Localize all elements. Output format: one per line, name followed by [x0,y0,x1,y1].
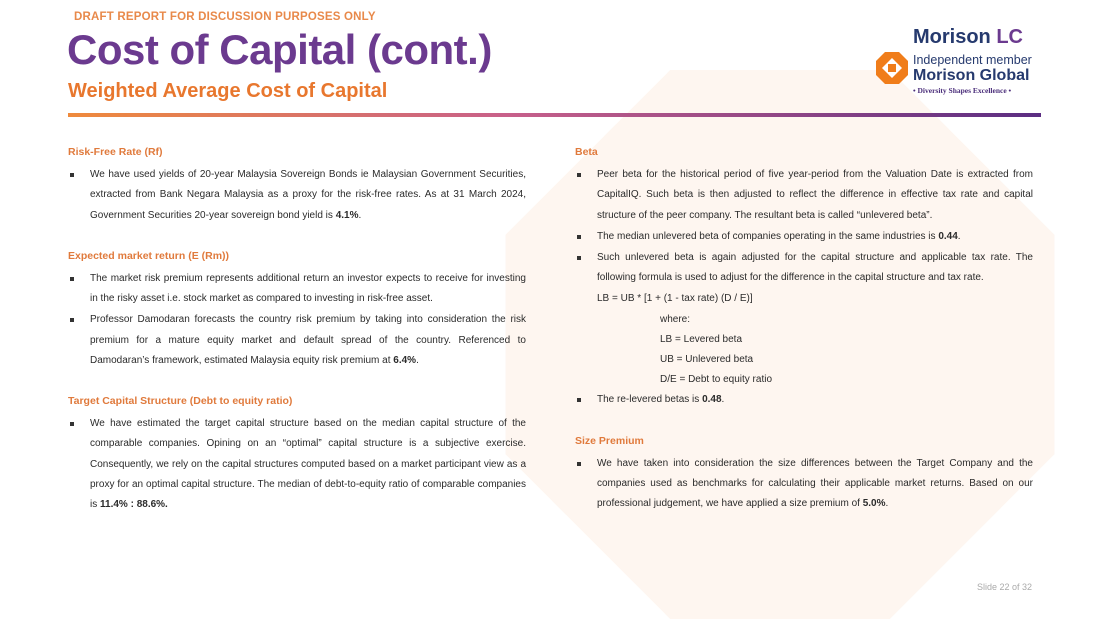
bullet [575,454,1033,515]
bullet [575,248,1033,288]
bullet-text: Peer beta for the historical period of five year-period from the Valuation Date is extracted from CapitalIQ. Such beta is then adjusted to reflect the difference in effective tax rate and capital structure of the peer company. The resultant beta is called “unlevered beta”. [597,169,1033,221]
logo-tagline: • Diversity Shapes Excellence • [913,86,1012,95]
bullet-bold: 0.48 [702,394,722,406]
section-heading: Expected market return (E (Rm)) [68,249,230,262]
left-column [68,142,526,535]
bullet-bold: 6.4% [393,354,417,366]
section-beta [575,142,1033,411]
section [68,391,526,515]
section-heading: Risk-Free Rate (Rf) [68,146,163,158]
bullet-text: . [957,230,961,242]
bullet-text: . [885,498,889,510]
section-size-premium [575,431,1033,515]
morison-emblem-icon [876,52,908,84]
bullet-text: The median unlevered beta of companies operating in the same industries is [597,230,939,242]
formula-where: where: [660,313,691,325]
slide-number: Slide 22 of 32 [976,582,1032,592]
bullet-bold: 4.1% [335,209,359,221]
section [68,246,526,371]
bullet [575,390,1033,410]
bullet-text: We have taken into consideration the size differences between the Target Company and the companies used as benchmarks for calculating their applicable market returns. Based on our professional judgement, we have applied a size premium of [597,457,1033,510]
right-column [575,142,1033,534]
page-subtitle: Weighted Average Cost of Capital [68,80,388,102]
bullet-text: The market risk premium represents additional return an investor expects to receive for investing in the risky asset i.e. stock market as compared to investing in risk-free asset. [90,273,526,305]
section-heading: Size Premium [575,434,644,447]
bullet-text: Such unlevered beta is again adjusted for the capital structure and applicable tax rate. The following formula is used to adjust for the difference in the capital structure and tax rate. [597,252,1033,284]
bullet-bold: 11.4% : 88.6%. [100,499,168,511]
section-heading: Target Capital Structure (Debt to equity ratio) [68,395,293,408]
logo-member: Independent member [913,53,1032,67]
bullet-bold: 0.44 [938,230,958,242]
morison-logo [876,26,1046,98]
bullet-text: Professor Damodaran forecasts the country risk premium by taking into consideration the risk premium for a mature equity market and default spread of the country. Referenced to Damodaran’s framework, estimated Malaysia equity risk premium at [90,314,526,366]
logo-name-accent: LC [996,26,1024,48]
bullet [68,165,526,226]
logo-global: Morison Global [913,67,1030,84]
bullet-text: We have used yields of 20-year Malaysia Sovereign Bonds ie Malaysian Government Securities, extracted from Bank Negara Malaysia as a proxy for the risk-free rates. As at 31 March 2024, Government Securities 20-year sovereign bond yield is [90,169,526,221]
bullet [68,269,526,309]
bullet-bold: 5.0% [862,498,886,510]
bullet [68,310,526,371]
bullet [575,165,1033,226]
section [68,142,526,226]
formula-def: LB = Levered beta [660,333,743,345]
bullet-text: . [416,354,419,366]
formula-def: UB = Unlevered beta [660,354,754,366]
formula-def: D/E = Debt to equity ratio [660,374,773,386]
bullet-text: . [721,394,725,406]
bullet-text: . [358,209,362,221]
gradient-divider [68,113,1041,117]
logo-name: Morison [913,26,997,48]
bullet-text: We have estimated the target capital structure based on the median capital structure of the comparable companies. Opining on an “optimal” capital structure is a subjective exercise. Consequently, we rely on the capital structures computed based on a market participant view as a proxy for an optimal capital structure. The median of debt-to-equity ratio of comparable companies is [90,418,526,511]
page-title: Cost of Capital (cont.) [67,26,492,73]
bullet [68,414,526,515]
section-heading: Beta [575,146,598,158]
bullet [575,227,1033,247]
beta-formula: LB = UB * [1 + (1 - tax rate) (D / E)] [597,293,753,305]
draft-label: DRAFT REPORT FOR DISCUSSION PURPOSES ONLY [74,11,376,23]
bullet-text: The re-levered betas is [597,394,703,406]
